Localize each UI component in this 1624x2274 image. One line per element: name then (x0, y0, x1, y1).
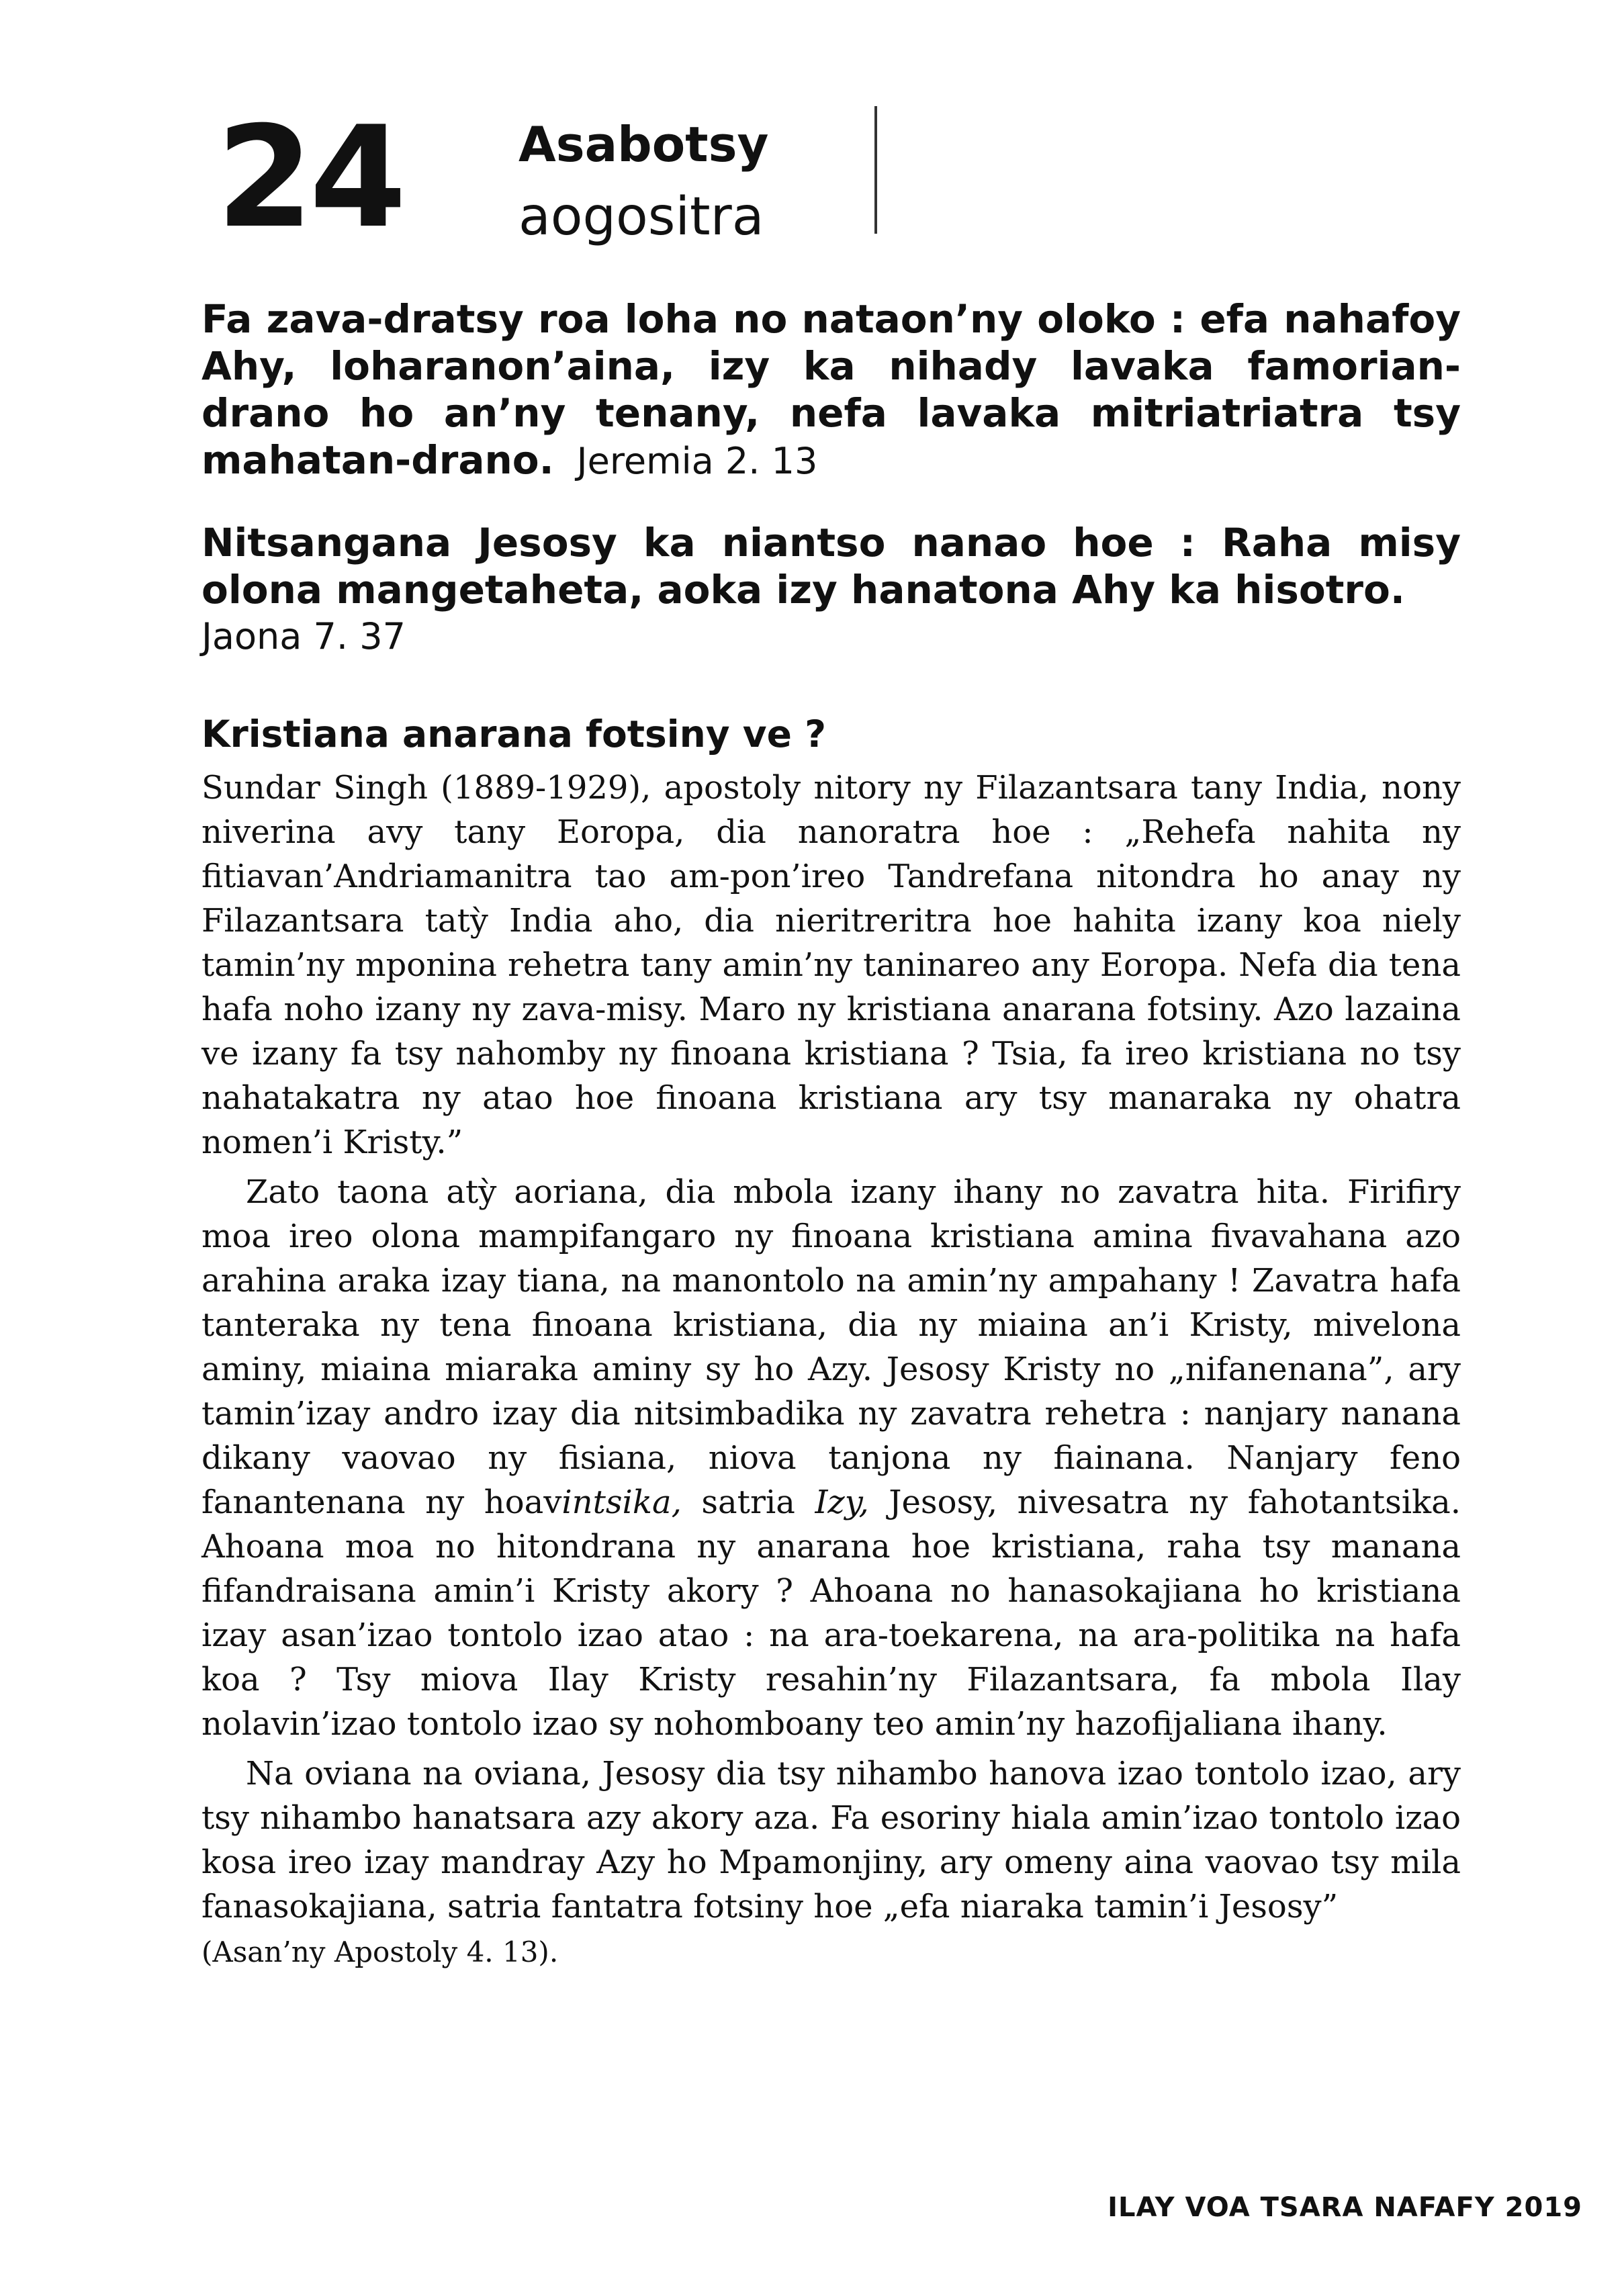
verse-2-text: Nitsangana Jesosy ka niantso nanao hoe : Raha misy olona mangetaheta, aoka izy hanatona Ahy ka hisotro. (201, 520, 1461, 612)
header-divider (874, 106, 877, 234)
weekday: Asabotsy (518, 116, 769, 173)
day-number: 24 (216, 97, 403, 259)
verse-1-reference: Jeremia 2. 13 (576, 440, 818, 482)
verse-2 (201, 519, 1461, 660)
article-title: Kristiana anarana fotsiny ve ? (201, 713, 827, 756)
article-text: satria (681, 1484, 815, 1521)
article-text: Na oviana na oviana, Jesosy dia tsy nihambo hanova izao tontolo izao, ary tsy nihambo hanatsara azy akory aza. Fa esoriny hiala amin’izao tontolo izao kosa ireo izay mandray Azy ho Mpamonjiny, ary omeny aina vaovao tsy mila fanasokajiana, satria fantatra fotsiny hoe „efa niaraka tamin’i Jesosy” (201, 1755, 1461, 1925)
article-emphasis: Izy, (815, 1484, 869, 1521)
article-text: Zato taona atỳ aoriana, dia mbola izany ihany no zavatra hita. Firifiry moa ireo olona mampifangaro ny finoana kristiana amina fivavahana azo arahina araka izay tiana, na manontolo na amin’ny ampahany ! Zavatra hafa tanteraka ny tena finoana kristiana, dia ny miaina an’i Kristy, mivelona aminy, miaina miaraka aminy sy ho Azy. Jesosy Kristy no „nifanenana”, ary tamin’izay andro izay dia nitsimbadika ny zavatra rehetra : nanjary nanana dikany vaovao ny fisiana, niova tanjona ny fiainana. Nanjary feno fanantenana ny hoav (201, 1173, 1461, 1521)
verse-1 (201, 295, 1461, 485)
footer-label: ILAY VOA TSARA NAFAFY 2019 (1108, 2192, 1582, 2223)
article-paragraph: Sundar Singh (1889-1929), apostoly nitory ny Filazantsara tany India, nony niverina avy tany Eoropa, dia nanoratra hoe : „Rehefa nahita ny fitiavan’Andriamanitra tao am-pon’ireo Tandrefana nitondra ho anay ny Filazantsara tatỳ India aho, dia nieritreritra hoe hahita izany koa niely tamin’ny mponina rehetra tany amin’ny taninareo any Eoropa. Nefa dia tena hafa noho izany ny zava-misy. Maro ny kristiana anarana fotsiny. Azo lazaina ve izany fa tsy nahomby ny finoana kristiana ? Tsia, fa ireo kristiana no tsy nahatakatra ny atao hoe finoana kristiana ary tsy manaraka ny ohatra nomen’i Kristy.” (201, 769, 1461, 1161)
verse-1-text: Fa zava-dratsy roa loha no nataon’ny oloko : efa nahafoy Ahy, loharanon’aina, izy ka nihady lavaka famorian-drano ho an’ny tenany, nefa lavaka mitriatriatra tsy mahatan-drano. (201, 296, 1461, 483)
article-paragraph (201, 1752, 1461, 1974)
article-emphasis: intsika, (561, 1484, 682, 1521)
month: aogositra (518, 187, 764, 247)
article-text: Jesosy, nivesatra ny fahotantsika. Ahoana moa no hitondrana ny anarana hoe kristiana, raha tsy manana fifandraisana amin’i Kristy akory ? Ahoana no hanasokajiana ho kristiana izay asan’izao tontolo izao atao : na ara-toekarena, na ara-politika na hafa koa ? Tsy miova Ilay Kristy resahin’ny Filazantsara, fa mbola Ilay nolavin’izao tontolo izao sy nohomboany teo amin’ny hazofijaliana ihany. (201, 1484, 1461, 1743)
article-body (201, 766, 1461, 1974)
date-header (216, 97, 908, 259)
scripture-reference: (Asan’ny Apostoly 4. 13). (201, 1936, 559, 1968)
verse-2-reference: Jaona 7. 37 (201, 615, 406, 657)
article-paragraph (201, 1170, 1461, 1746)
